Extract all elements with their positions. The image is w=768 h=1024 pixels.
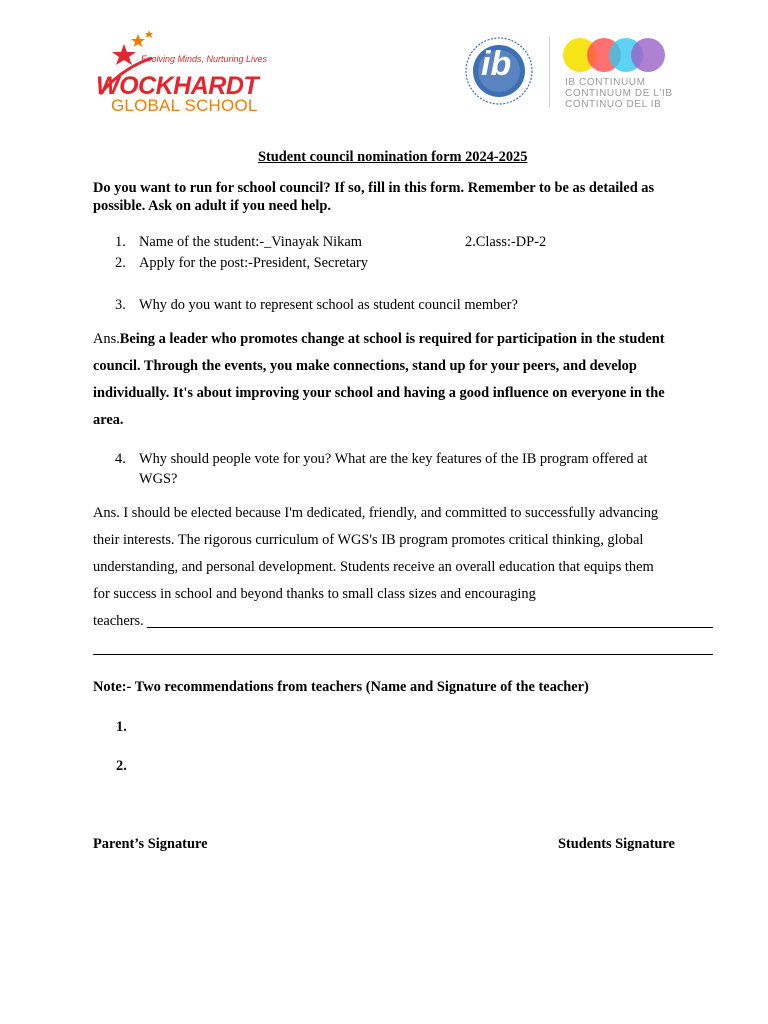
school-tagline: Evolving Minds, Nurturing Lives	[141, 54, 268, 64]
answer-underline-1	[147, 627, 713, 628]
q2-post: Apply for the post:-President, Secretary	[139, 255, 368, 271]
q2-number: 2.	[115, 255, 126, 271]
q3-number: 3.	[115, 297, 126, 313]
recommendation-2: 2.	[116, 758, 127, 774]
ib-continuum-circles-logo	[560, 36, 670, 74]
a3-text-1: Being a leader who promotes change at school is required for participation in the student	[119, 331, 665, 347]
parent-signature-label: Parent’s Signature	[93, 836, 208, 852]
a3-prefix: Ans.	[93, 331, 120, 347]
ib-continuum-es: CONTINUO DEL IB	[565, 99, 662, 110]
a4-line-5: teachers.	[93, 613, 144, 629]
a4-line-2: their interests. The rigorous curriculum of WGS's IB program promotes critical thinking, global	[93, 532, 644, 548]
q1-class: 2.Class:-DP-2	[465, 234, 547, 250]
school-name: WOCKHARDT	[96, 72, 259, 100]
intro-line-2: possible. Ask on adult if you need help.	[93, 198, 331, 214]
a3-line-3: individually. It's about improving your school and having a good influence on everyone in the	[93, 385, 665, 401]
a4-line-1: Ans. I should be elected because I'm dedicated, friendly, and committed to successfully advancing	[93, 505, 659, 521]
student-signature-label: Students Signature	[558, 836, 675, 852]
ib-logo-text: ib	[481, 45, 512, 83]
recommendation-1: 1.	[116, 719, 127, 735]
q1-number: 1.	[115, 234, 126, 250]
ib-continuum-en: IB CONTINUUM	[565, 77, 646, 88]
school-subname: GLOBAL SCHOOL	[111, 96, 258, 115]
a3-line-2: council. Through the events, you make connections, stand up for your peers, and develop	[93, 358, 637, 374]
a4-line-3: understanding, and personal development. Students receive an overall education that equips them	[93, 559, 654, 575]
q3-question: Why do you want to represent school as student council member?	[139, 297, 518, 313]
intro-line-1: Do you want to run for school council? If so, fill in this form. Remember to be as detailed as	[93, 180, 655, 196]
q1-student-name: Name of the student:-_Vinayak Nikam	[139, 234, 362, 250]
ib-continuum-fr: CONTINUUM DE L'IB	[565, 88, 673, 99]
a3-line-1	[93, 330, 665, 348]
q4-question-line-1: Why should people vote for you? What are the key features of the IB program offered at	[139, 451, 648, 467]
recommendations-note: Note:- Two recommendations from teachers (Name and Signature of the teacher)	[93, 679, 589, 695]
q4-number: 4.	[115, 451, 126, 467]
a4-line-4: for success in school and beyond thanks to small class sizes and encouraging	[93, 586, 536, 602]
form-title: Student council nomination form 2024-2025	[258, 149, 528, 165]
answer-underline-2	[93, 654, 713, 655]
logo-divider	[549, 36, 550, 108]
a3-line-4: area.	[93, 412, 124, 428]
q4-question-line-2: WGS?	[139, 471, 178, 487]
